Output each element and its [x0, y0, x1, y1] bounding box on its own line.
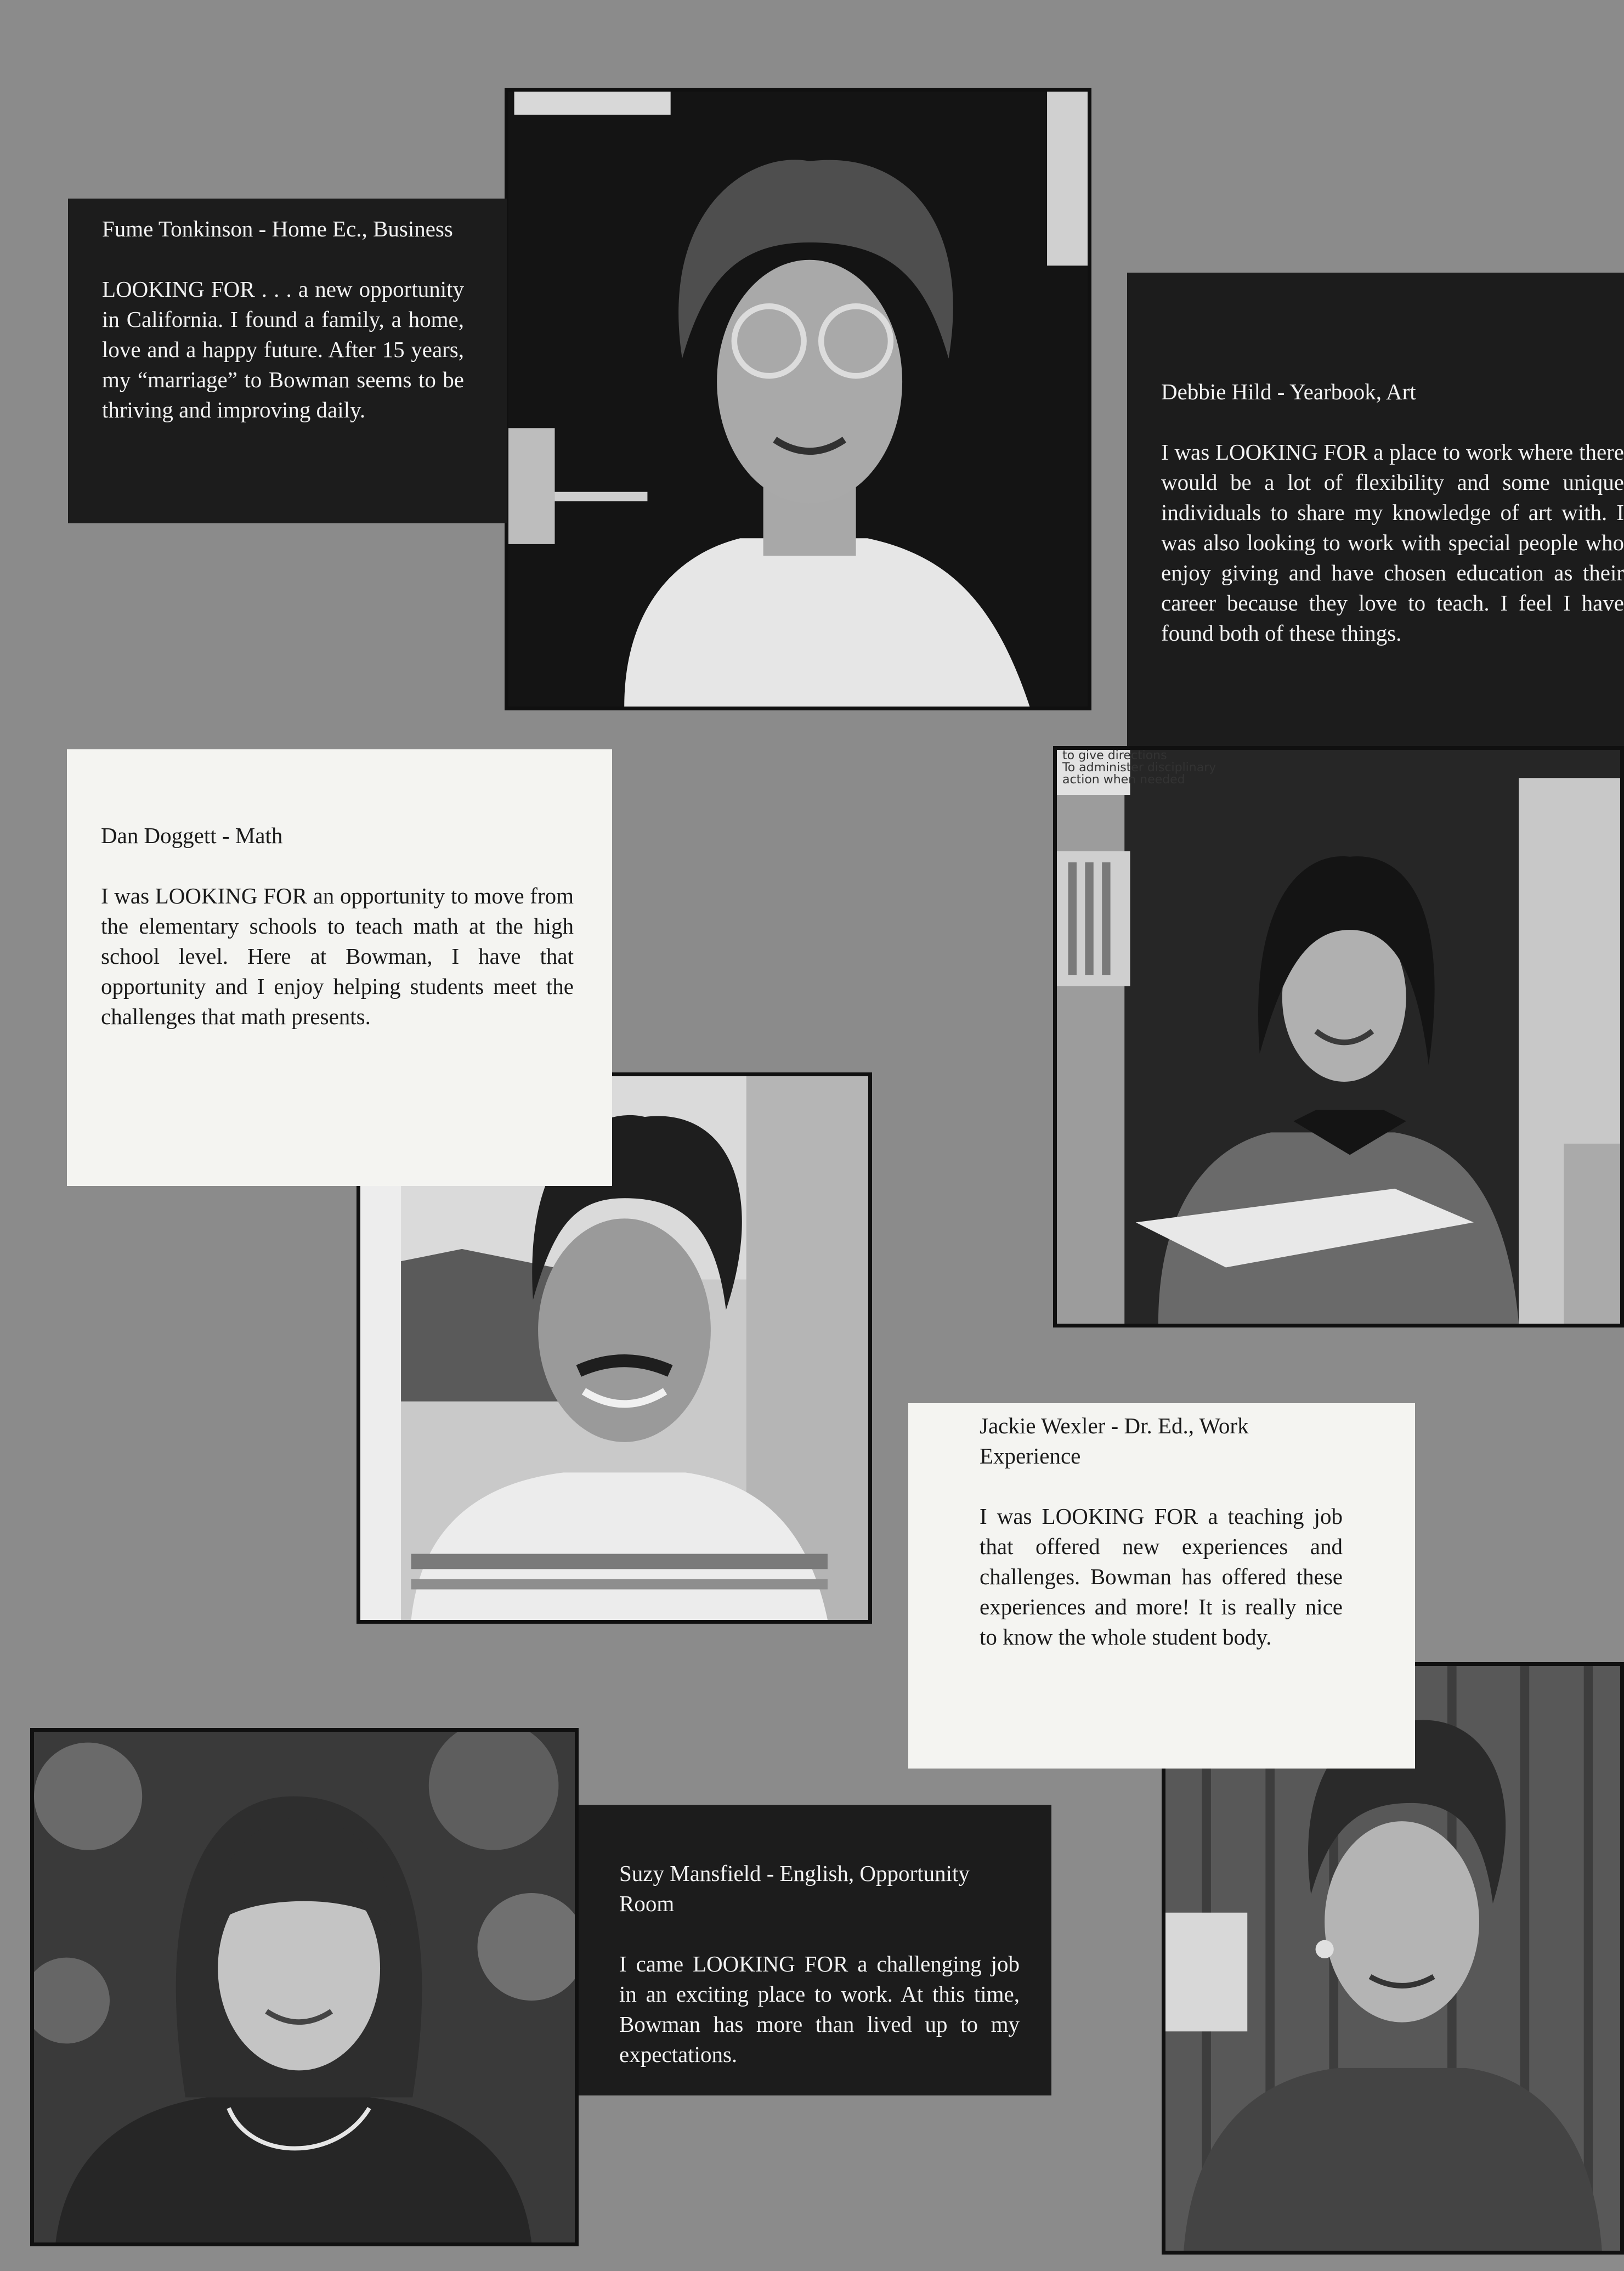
board-note-line: to give directions: [1062, 749, 1167, 762]
profile-name: Jackie Wexler - Dr. Ed., Work Experience: [980, 1413, 1249, 1468]
caption-suzy-mansfield: [579, 1805, 1051, 2095]
caption-debbie-hild: [1127, 273, 1624, 746]
photo-suzy-mansfield: [30, 1728, 579, 2246]
board-notes: [1062, 750, 1243, 786]
profile-text: I was LOOKING FOR an opportunity to move from the elementary schools to teach math at the high school level. Here at Bowman, I have that opportunity and I enjoy helping students meet the challenges that math presents.: [101, 883, 574, 1029]
profile-name: Suzy Mansfield - English, Opportunity Room: [619, 1861, 970, 1916]
profile-text: LOOKING FOR . . . a new opportunity in California. I found a family, a home, love and a happy future. After 15 years, my “marriage” to Bowman seems to be thriving and improving daily.: [102, 276, 464, 422]
profile-text: I came LOOKING FOR a challenging job in an exciting place to work. At this time, Bowman has more than lived up to my expectations.: [619, 1951, 1020, 2067]
caption-jackie-wexler: [908, 1403, 1415, 1769]
photo-debbie-hild: [1053, 746, 1624, 1327]
profile-text: I was LOOKING FOR a teaching job that offered new experiences and challenges. Bowman has offered these experiences and more! It is really nice to know the whole student body.: [980, 1504, 1343, 1649]
profile-name: Fume Tonkinson - Home Ec., Business: [102, 216, 453, 241]
profile-text: I was LOOKING FOR a place to work where there would be a lot of flexibility and some unique individuals to share my knowledge of art with. I was also looking to work with special people who enjoy giving and have chosen education as their career because they love to teach. I feel I have found both of these things.: [1161, 439, 1624, 646]
caption-fume-tonkinson: [68, 199, 507, 523]
caption-dan-doggett: [67, 749, 612, 1186]
profile-name: Debbie Hild - Yearbook, Art: [1161, 379, 1416, 404]
profile-name: Dan Doggett - Math: [101, 823, 283, 848]
photo-fume-tonkinson: [505, 88, 1091, 710]
board-note-line: To administer disciplinary action when needed: [1062, 761, 1216, 787]
